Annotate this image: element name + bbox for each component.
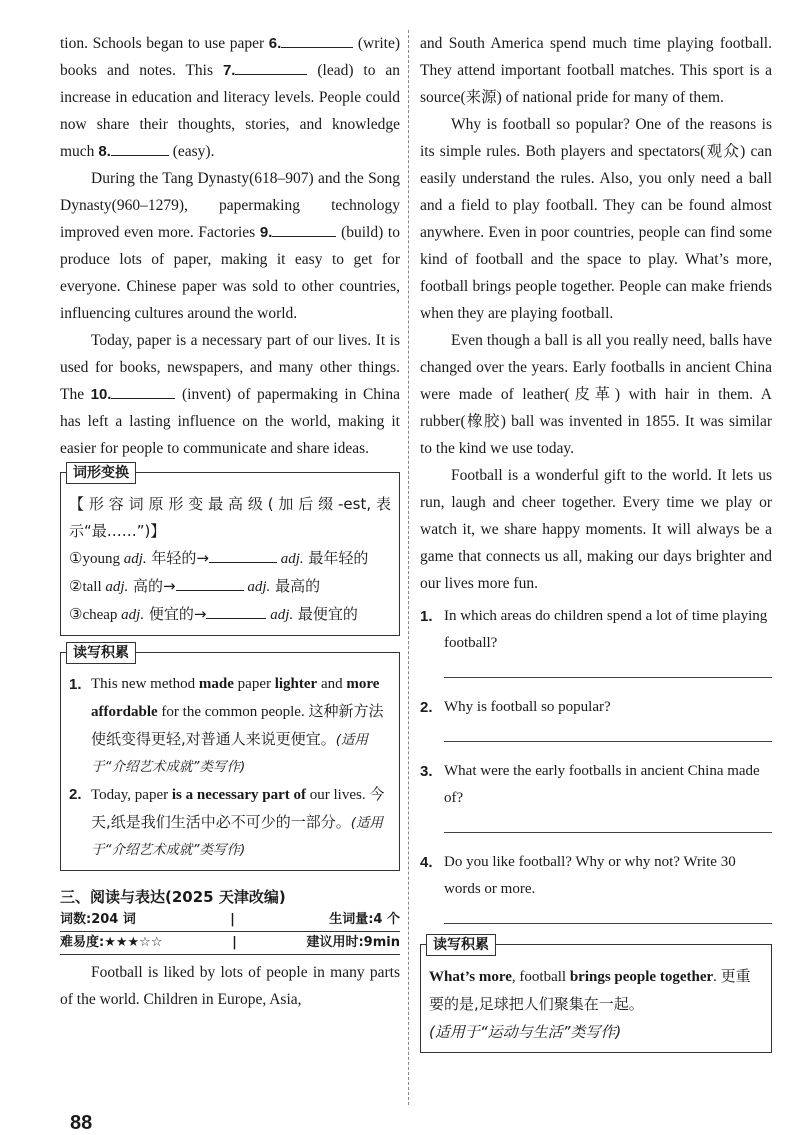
section-heading: 三、阅读与表达(2025 天津改编) [60, 888, 286, 906]
answer-line-3[interactable] [444, 822, 772, 833]
accum-note: (适用于“运动与生活”类写作) [429, 1023, 622, 1041]
word-form-item-3: ③cheap adj. 便宜的→ adj. 最便宜的 [69, 601, 391, 629]
word-form-item-1: ①young adj. 年轻的→ adj. 最年轻的 [69, 545, 391, 573]
word-form-item-2: ②tall adj. 高的→ adj. 最高的 [69, 573, 391, 601]
accum-sentence: What’s more, football brings people together. 更重要的是,足球把人们聚集在一起。 [429, 967, 751, 1013]
paragraph-3: Today, paper is a necessary part of our lives. It is used for books, newspapers, and many other things. The 10. (invent) of papermaking in China has left a lasting influence on the world, making it easier for people to communicate and share ideas. [60, 332, 400, 457]
word-form-blank-3[interactable] [206, 602, 266, 619]
word-form-box [60, 465, 400, 636]
blank-10[interactable] [111, 382, 175, 399]
question-4: 4. Do you like football? Why or why not? Write 30 words or more. [420, 854, 736, 897]
column-divider [408, 30, 409, 1105]
question-3: 3. What were the early footballs in ancient China made of? [420, 763, 760, 806]
page-number: 88 [70, 1112, 93, 1134]
paragraph-2: During the Tang Dynasty(618–907) and the Song Dynasty(960–1279), papermaking technology improved even more. Factories 9. (build) to produce lots of paper, making it easy to get for everyone. Chinese paper was sold to other countries, influencing cultures around the world. [60, 170, 400, 322]
reading-paragraph-1-cont: and South America spend much time playing football. They attend important football matches. This sport is a source(来源) of national pride for many of them. [420, 35, 772, 106]
right-column [420, 30, 772, 1053]
word-count: 词数:204 词 [60, 912, 136, 927]
word-form-tag: 词形变换 [66, 462, 136, 484]
reading-writing-tag: 读写积累 [66, 642, 136, 664]
accum-item-1: 1. This new method made paper lighter and more affordable for the common people. 这种新方法使纸变得更轻,对普通人来说更便宜。(适用于“介绍艺术成就”类写作) [69, 676, 384, 775]
question-list [420, 603, 772, 924]
answer-line-4[interactable] [444, 913, 772, 924]
left-column [60, 30, 400, 1013]
word-form-blank-2[interactable] [176, 574, 244, 591]
reading-writing-box-right [420, 937, 772, 1053]
meta-row-1: 词数:204 词 | 生词量:4 个 [60, 909, 400, 932]
blank-6[interactable] [281, 31, 353, 48]
blank-7[interactable] [235, 58, 307, 75]
reading-paragraph-4: Football is a wonderful gift to the world. It lets us run, laugh and cheer together. Every time we play or watch it, we share happy moments. It will always be a game that connects us all, making our days brighter and our lives more fun. [420, 467, 772, 592]
reading-writing-box [60, 645, 400, 871]
blank-9[interactable] [272, 220, 336, 237]
word-form-rule: 【形容词原形变最高级(加后缀-est,表示“最……”)】 [69, 495, 391, 540]
word-form-blank-1[interactable] [209, 546, 277, 563]
question-2: 2. Why is football so popular? [420, 699, 611, 716]
blank-8[interactable] [111, 139, 169, 156]
accum-item-2: 2. Today, paper is a necessary part of our lives. 今天,纸是我们生活中必不可少的一部分。(适用于“介绍艺术成就”类写作) [69, 785, 385, 858]
new-word-count: 生词量:4 个 [329, 912, 400, 927]
meta-row-2: 难易度:★★★☆☆ | 建议用时:9min [60, 932, 400, 955]
difficulty: 难易度:★★★☆☆ [60, 935, 163, 950]
reading-paragraph-2: Why is football so popular? One of the reasons is its simple rules. Both players and spectators(观众) can easily understand the rules. Also, you only need a ball and a field to play football. They can be found almost anywhere. Even in poor countries, people can find some kind of football and the space to play. What’s more, football brings people together. People can make friends when they are playing football. [420, 116, 772, 322]
suggested-time: 建议用时:9min [306, 935, 400, 950]
answer-line-2[interactable] [444, 731, 772, 742]
question-1: 1. In which areas do children spend a lot of time playing football? [420, 608, 768, 651]
reading-paragraph-1: Football is liked by lots of people in many parts of the world. Children in Europe, Asia, [60, 964, 400, 1008]
paragraph-1: tion. Schools began to use paper 6. (write) books and notes. This 7. (lead) to an increase in education and literacy levels. People could now share their thoughts, stories, and knowledge much 8. (easy). [60, 30, 400, 165]
reading-writing-tag-right: 读写积累 [426, 934, 496, 956]
answer-line-1[interactable] [444, 667, 772, 678]
reading-paragraph-3: Even though a ball is all you really need, balls have changed over the years. Early footballs in ancient China were made of leather(皮革) with hair in them. A rubber(橡胶) ball was invented in 1855. It was similar to the kind we use today. [420, 332, 772, 457]
